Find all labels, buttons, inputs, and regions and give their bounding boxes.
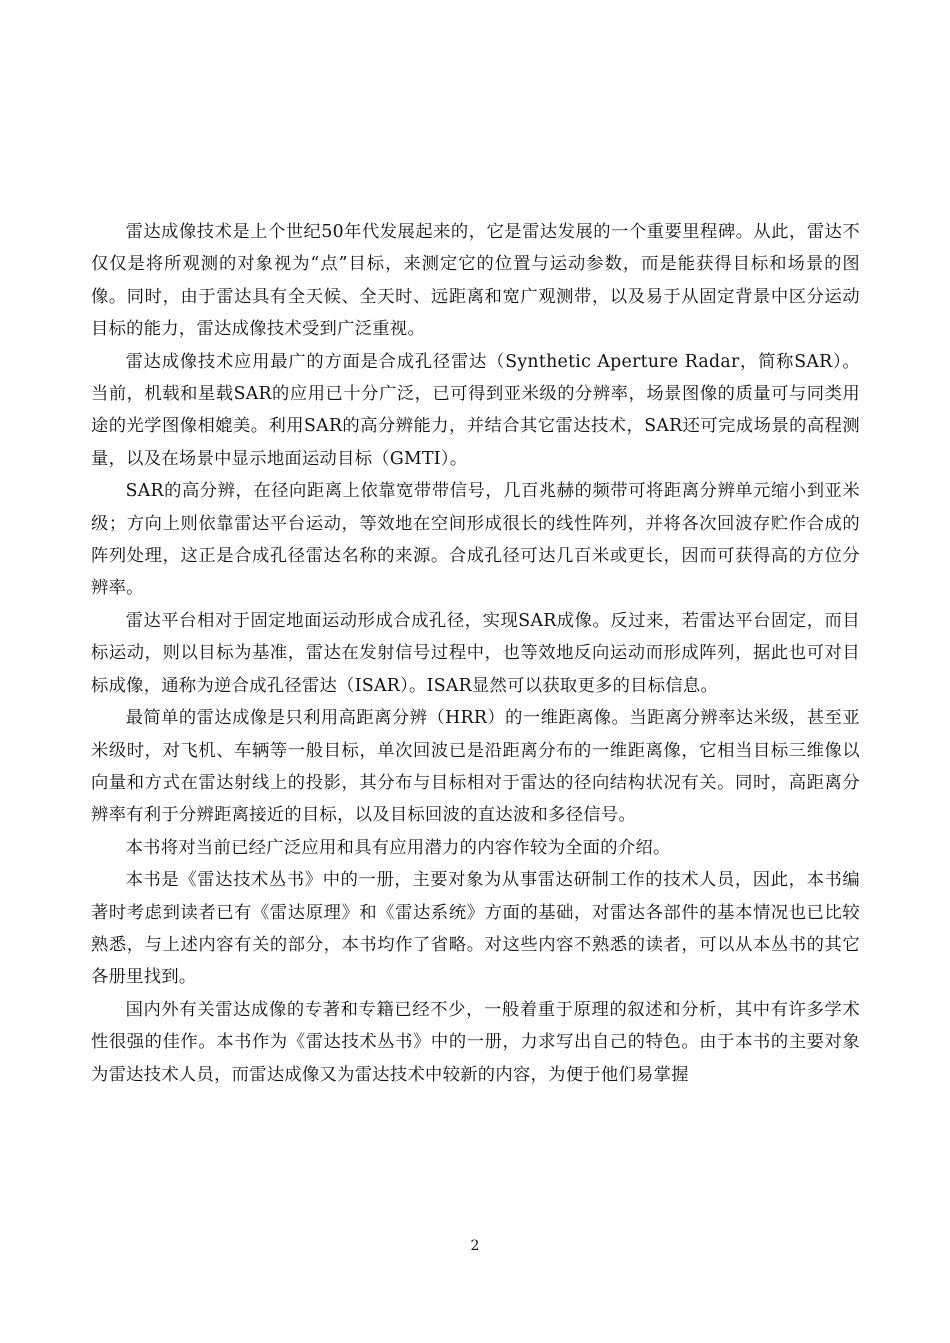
paragraph-2: 雷达成像技术应用最广的方面是合成孔径雷达（Synthetic Aperture Radar，简称SAR）。当前，机载和星载SAR的应用已十分广泛，已可得到亚米级的分辨率，场景图像的质量可与同类用途的光学图像相媲美。利用SAR的高分辨能力，并结合其它雷达技术，SAR还可完成场景的高程测量，以及在场景中显示地面运动目标（GMTI）。 bbox=[91, 351, 860, 469]
paragraph-8: 国内外有关雷达成像的专著和专籍已经不少，一般着重于原理的叙述和分析，其中有许多学术性很强的佳作。本书作为《雷达技术丛书》中的一册，力求写出自己的特色。由于本书的主要对象为雷达技术人员，而雷达成像又为雷达技术中较新的内容，为便于他们易掌握 bbox=[91, 999, 860, 1085]
paragraph-7: 本书是《雷达技术丛书》中的一册，主要对象为从事雷达研制工作的技术人员，因此，本书编著时考虑到读者已有《雷达原理》和《雷达系统》方面的基础，对雷达各部件的基本情况也已比较熟悉，与上述内容有关的部分，本书均作了省略。对这些内容不熟悉的读者，可以从本丛书的其它各册里找到。 bbox=[91, 870, 860, 988]
paragraph-1: 雷达成像技术是上个世纪50年代发展起来的，它是雷达发展的一个重要里程碑。从此，雷达不仅仅是将所观测的对象视为“点”目标，来测定它的位置与运动参数，而是能获得目标和场景的图像。同时，由于雷达具有全天候、全天时、远距离和宽广观测带，以及易于从固定背景中区分运动目标的能力，雷达成像技术受到广泛重视。 bbox=[91, 222, 860, 340]
body-text bbox=[91, 216, 860, 1091]
paragraph-5: 最简单的雷达成像是只利用高距离分辨（HRR）的一维距离像。当距离分辨率达米级，甚至亚米级时，对飞机、车辆等一般目标，单次回波已是沿距离分布的一维距离像，它相当目标三维像以向量和方式在雷达射线上的投影，其分布与目标相对于雷达的径向结构状况有关。同时，高距离分辨率有利于分辨距离接近的目标，以及目标回波的直达波和多径信号。 bbox=[91, 708, 860, 826]
page-number: 2 bbox=[470, 1238, 480, 1254]
paragraph-4: 雷达平台相对于固定地面运动形成合成孔径，实现SAR成像。反过来，若雷达平台固定，而目标运动，则以目标为基准，雷达在发射信号过程中，也等效地反向运动而形成阵列，据此也可对目标成像，通称为逆合成孔径雷达（ISAR）。ISAR显然可以获取更多的目标信息。 bbox=[91, 610, 860, 696]
paragraph-6: 本书将对当前已经广泛应用和具有应用潜力的内容作较为全面的介绍。 bbox=[125, 837, 671, 858]
paragraph-3: SAR的高分辨，在径向距离上依靠宽带带信号，几百兆赫的频带可将距离分辨单元缩小到亚米级；方向上则依靠雷达平台运动，等效地在空间形成很长的线性阵列，并将各次回波存贮作合成的阵列处理，这正是合成孔径雷达名称的来源。合成孔径可达几百米或更长，因而可获得高的方位分辨率。 bbox=[91, 481, 860, 599]
